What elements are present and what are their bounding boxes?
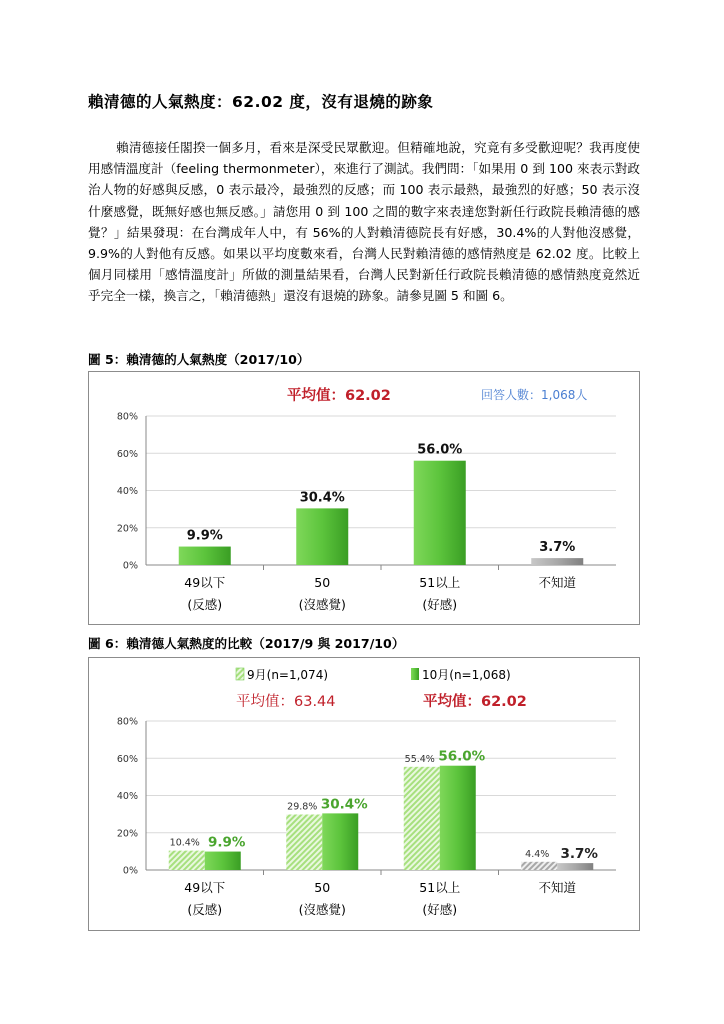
- article-title: 賴清德的人氣熱度：62.02 度，沒有退燒的跡象: [88, 93, 434, 111]
- fig6-value-label-oct: 9.9%: [208, 834, 246, 851]
- fig6-value-label-oct: 56.0%: [438, 748, 486, 765]
- figure-5-average-label: 平均值：62.02: [287, 388, 391, 404]
- fig6-value-label-sep: 29.8%: [287, 801, 318, 813]
- fig5-value-label: 9.9%: [186, 528, 223, 544]
- fig6-category-label: 50: [314, 880, 331, 895]
- fig6-ytick-label: 60%: [116, 753, 138, 765]
- fig5-value-label: 3.7%: [539, 540, 576, 556]
- fig6-bar-sep: [169, 851, 205, 870]
- fig6-category-sublabel: (沒感覺): [298, 902, 346, 917]
- fig5-category-label: 50: [314, 575, 331, 590]
- fig5-ytick-label: 40%: [116, 486, 138, 497]
- fig6-category-label: 不知道: [538, 880, 577, 895]
- fig6-ytick-label: 0%: [122, 865, 138, 877]
- fig5-category-sublabel: (沒感覺): [298, 597, 346, 612]
- fig6-ytick-label: 40%: [116, 791, 138, 802]
- fig6-bar-sep: [286, 814, 322, 870]
- figure-6-caption: 圖 6：賴清德人氣熱度的比較（2017/9 與 2017/10）: [88, 636, 405, 651]
- figure-6-sep-average-label: 平均值：63.44: [236, 694, 336, 710]
- body-paragraph-text: 賴清德接任閣揆一個多月，看來是深受民眾歡迎。但精確地說，究竟有多受歡迎呢？我再度使用感情溫度計（feeling thermonmeter），來進行了測試。我們問：「如果用 0 到 100 來表示對政治人物的好感與反感，0 表示最冷，最強烈的反感；而 100 表示最熱，最強烈的好感；50 表示沒什麼感覺，既無好感也無反感。」請您用 0 到 100 之間的數字來表達您對新任行政院長賴清德的感覺？」結果發現：在台灣成年人中，有 56%的人對賴清德院長有好感，30.4%的人對他沒感覺，9.9%的人對他有反感。如果以平均度數來看，台灣人民對賴清德的感情熱度是 62.02 度。比較上個月同樣用「感情溫度計」所做的測量結果看，台灣人民對新任行政院長賴清德的感情熱度竟然近乎完全一樣，換言之，「賴清德熱」還沒有退燒的跡象。請參見圖 5 和圖 6。: [88, 140, 640, 304]
- fig6-value-label-oct: 30.4%: [320, 796, 368, 813]
- fig6-ytick-label: 80%: [116, 716, 138, 728]
- fig5-ytick-label: 20%: [116, 523, 138, 535]
- fig5-value-label: 56.0%: [417, 442, 463, 458]
- fig6-bar-oct: [205, 852, 241, 870]
- fig5-bar: [179, 547, 231, 565]
- fig6-bar-oct: [440, 766, 476, 870]
- fig6-ytick-label: 20%: [116, 828, 138, 840]
- fig5-category-sublabel: (好感): [422, 597, 458, 612]
- fig6-value-label-sep: 4.4%: [525, 848, 550, 860]
- fig5-bar: [414, 461, 466, 565]
- fig6-category-label: 51以上: [419, 880, 461, 895]
- figure-5-svg: [89, 372, 639, 624]
- fig5-ytick-label: 80%: [116, 411, 138, 423]
- fig6-value-label-sep: 55.4%: [404, 753, 435, 765]
- legend-sep-swatch: [236, 668, 244, 680]
- figure-6-svg: [89, 658, 639, 930]
- fig6-value-label-oct: 3.7%: [560, 846, 598, 863]
- fig6-bar-sep: [404, 767, 440, 870]
- fig5-ytick-label: 60%: [116, 448, 138, 460]
- figure-6-oct-average-label: 平均值：62.02: [423, 694, 527, 710]
- fig6-bar-sep: [521, 862, 557, 870]
- fig6-bar-oct: [557, 863, 593, 870]
- fig6-value-label-sep: 10.4%: [169, 837, 200, 849]
- fig5-category-label: 51以上: [419, 575, 461, 590]
- fig5-category-sublabel: (反感): [187, 597, 223, 612]
- legend-oct-label: 10月(n=1,068): [422, 668, 511, 682]
- fig6-category-label: 49以下: [184, 880, 226, 895]
- figure-5-caption: 圖 5：賴清德的人氣熱度（2017/10）: [88, 352, 310, 367]
- fig6-category-sublabel: (反感): [187, 902, 223, 917]
- fig5-category-label: 不知道: [538, 575, 577, 590]
- legend-oct-swatch: [411, 668, 419, 680]
- fig6-bar-oct: [322, 813, 358, 870]
- figure-5-respondents-label: 回答人數：1,068人: [481, 388, 588, 402]
- fig5-ytick-label: 0%: [122, 560, 138, 572]
- figure-5-chart: [88, 371, 640, 625]
- legend-sep-label: 9月(n=1,074): [247, 668, 329, 682]
- body-paragraph: [88, 137, 640, 307]
- figure-6-chart: [88, 657, 640, 931]
- fig5-value-label: 30.4%: [299, 490, 345, 506]
- fig5-category-label: 49以下: [184, 575, 226, 590]
- fig6-category-sublabel: (好感): [422, 902, 458, 917]
- fig5-bar: [296, 508, 348, 565]
- fig5-bar: [531, 558, 583, 565]
